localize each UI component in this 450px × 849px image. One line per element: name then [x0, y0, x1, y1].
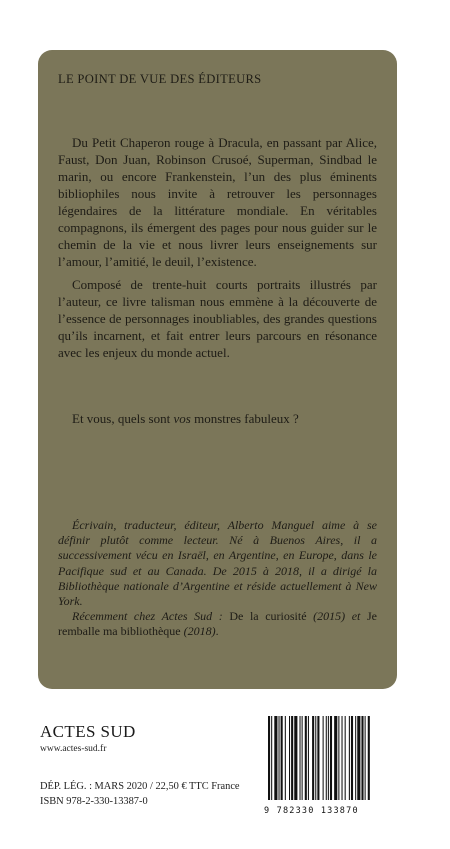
publisher-website: www.actes-sud.fr — [40, 744, 107, 754]
question-end: monstres fabuleux ? — [190, 411, 299, 426]
isbn: ISBN 978-2-330-13387-0 — [40, 796, 148, 807]
panel-title: LE POINT DE VUE DES ÉDITEURS — [58, 72, 262, 86]
barcode-icon — [264, 714, 398, 802]
question-line — [72, 411, 299, 427]
recent-year-2: (2018) — [183, 624, 216, 639]
barcode-number: 9 782330 133870 — [264, 806, 359, 816]
summary-paragraph-1: Du Petit Chaperon rouge à Dracula, en passant par Alice, Faust, Don Juan, Robinson Crusoé, Superman, Sindbad le marin, ou encore Frankenstein, l’un des plus éminents bibliophiles nous invite à retrouver les personnages légendaires de la littérature mondiale. En véritables compagnons, ils émergent des pages pour nous guider sur le chemin de la vie et nous livrer leurs enseignements sur l’amour, l’amitié, le deuil, l’existence. — [58, 135, 377, 269]
recent-end: . — [215, 624, 219, 639]
back-cover-panel — [38, 50, 397, 689]
recent-and: et — [351, 609, 361, 624]
legal-info — [40, 779, 240, 809]
publisher-logo: ACTES SUD — [40, 722, 136, 741]
legal-deposit: DÉP. LÉG. : MARS 2020 / 22,50 € TTC France — [40, 781, 240, 792]
recent-year-1: (2015) — [306, 609, 352, 624]
author-bio-text: Écrivain, traducteur, éditeur, Alberto Manguel aime à se définir plutôt comme lecteur. Né à Buenos Aires, il a successivement vécu en Israël, en Argentine, en Europe, dans le Pacifique sud et au Canada. De 2015 à 2018, il a dirigé la Bibliothèque nationale d’Argentine et réside actuellement à New York. — [58, 518, 377, 609]
recent-book-1: De la curiosité — [229, 609, 307, 624]
author-bio — [58, 518, 377, 640]
summary-text — [58, 134, 377, 361]
recent-book-2: Je remballe ma bibliothèque — [58, 609, 377, 639]
question-start: Et vous, quels sont — [72, 411, 174, 426]
question-emphasis: vos — [173, 411, 191, 426]
recent-prefix: Récemment chez Actes Sud : — [72, 609, 230, 624]
recent-books — [58, 609, 377, 639]
summary-paragraph-2: Composé de trente-huit courts portraits illustrés par l’auteur, ce livre talisman nous emmène à la découverte de l’essence de personnages inoubliables, des grandes questions qu’ils incarnent, et fait entrer leurs parcours en résonance avec les enjeux du monde actuel. — [58, 277, 377, 360]
